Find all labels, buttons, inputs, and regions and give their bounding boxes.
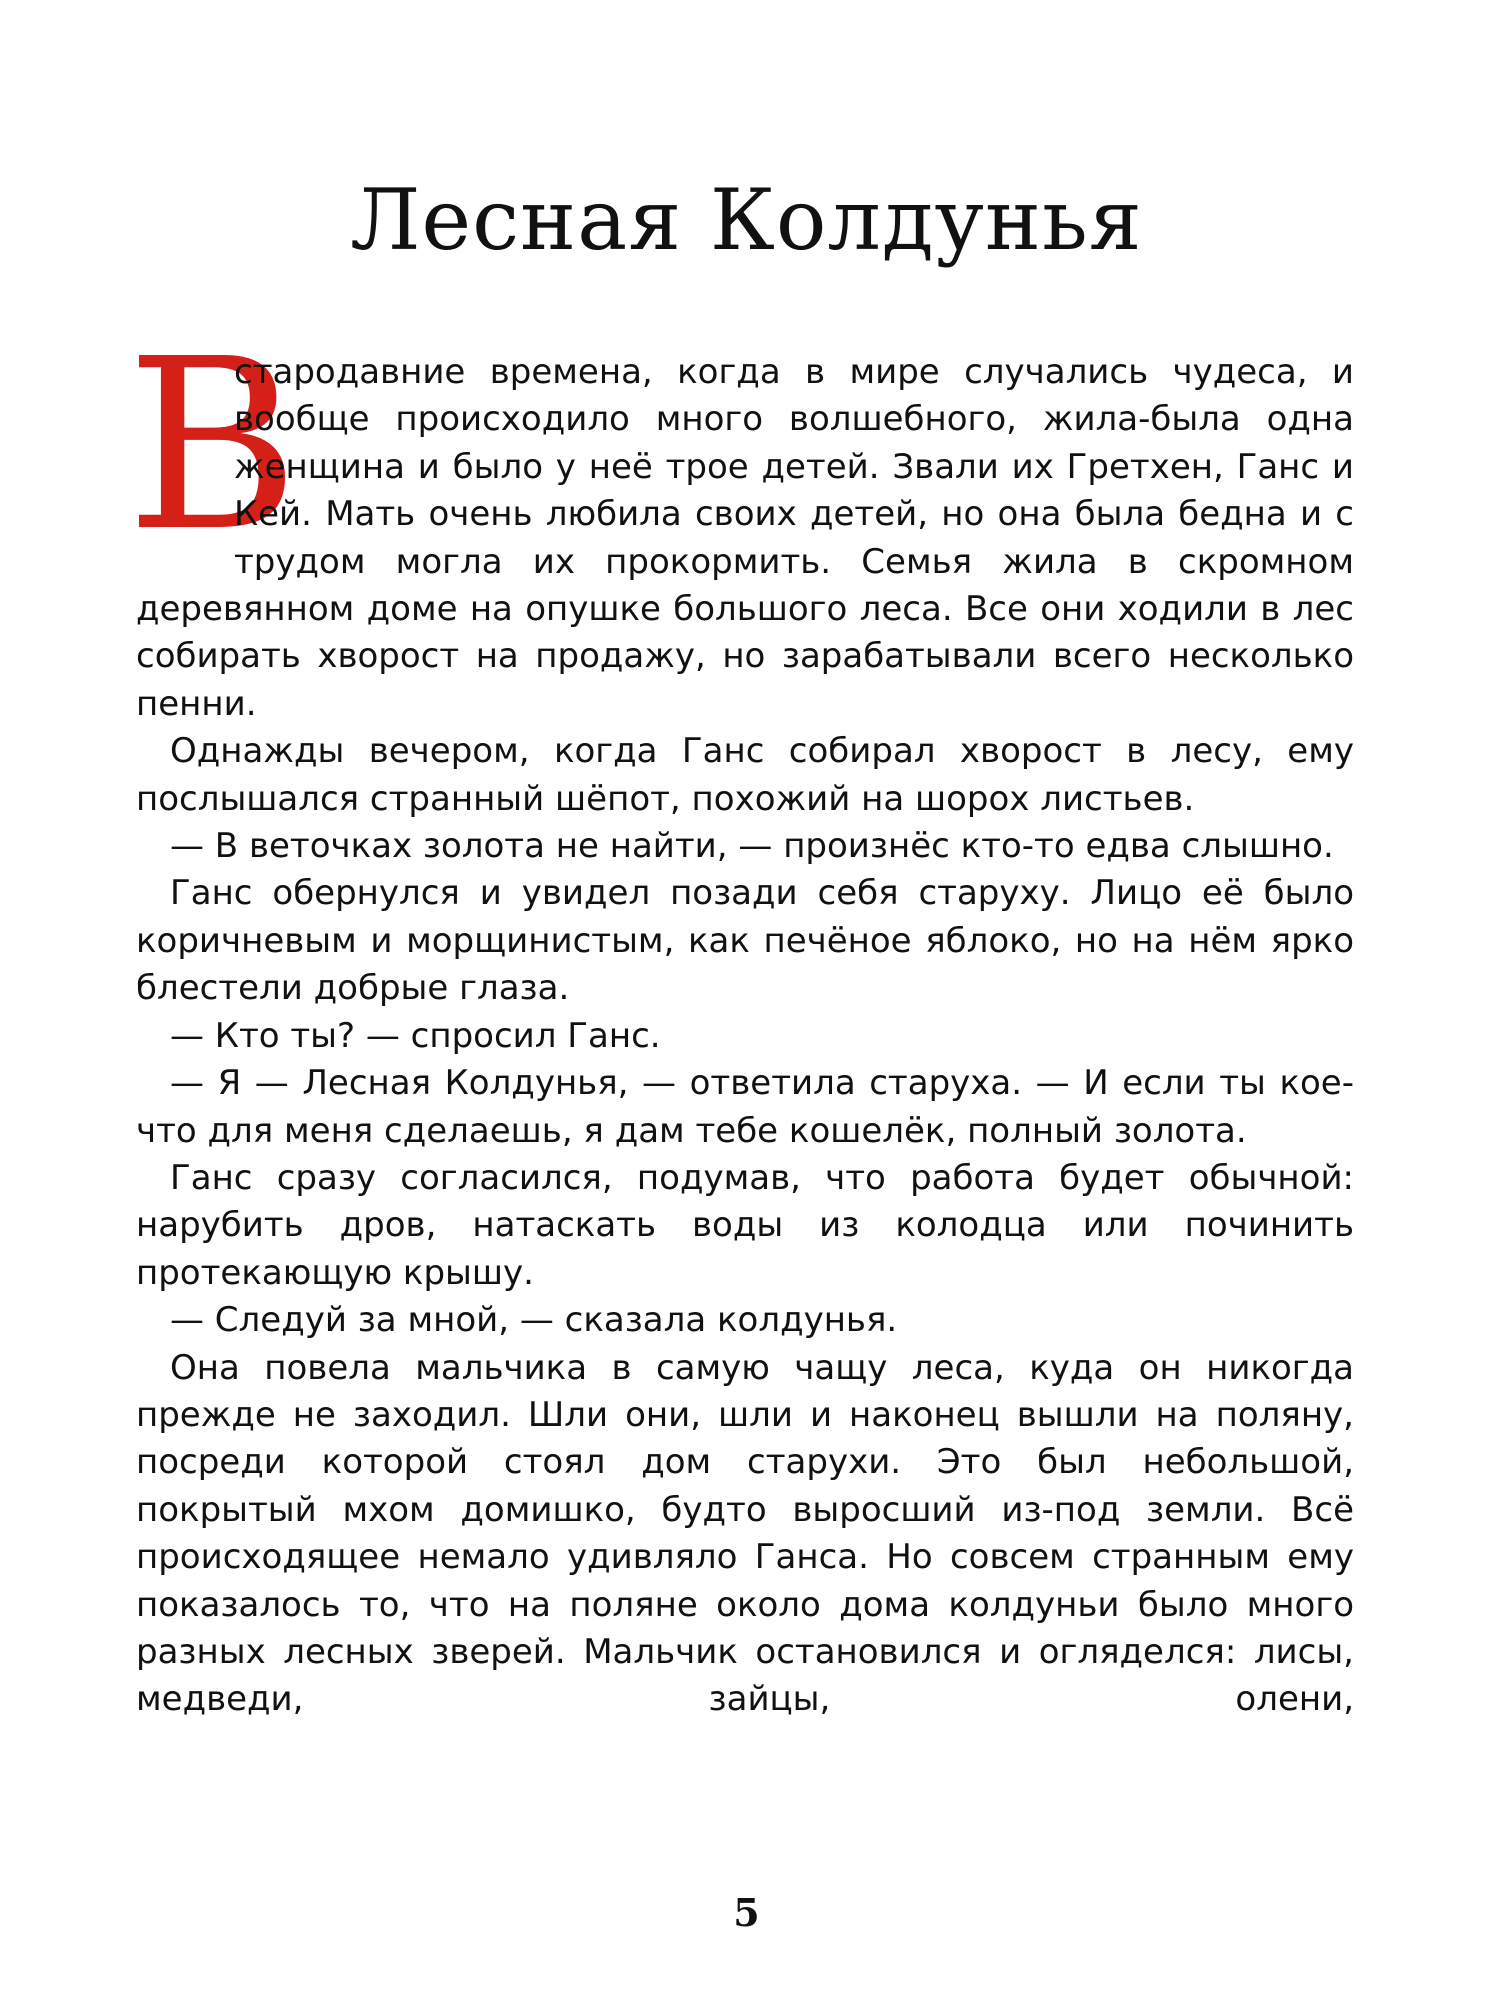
page-number: 5 [733, 1890, 760, 1935]
paragraph-5: — Кто ты? — спросил Ганс. [170, 1015, 661, 1056]
paragraph-3: — В веточках золота не найти, — произнёс кто-то едва слышно. [170, 826, 1334, 867]
paragraph-2: Однажды вечером, когда Ганс собирал хворост в лесу, ему послышался странный шёпот, похожий на шорох листьев. [136, 731, 1354, 819]
paragraph-8: — Следуй за мной, — сказала колдунья. [170, 1300, 898, 1341]
drop-cap-letter: В [126, 308, 300, 583]
paragraph-1-text: стародавние времена, когда в мире случались чудеса, и вообще происходило много волшебного, жила-была одна женщина и было у неё трое детей. Звали их Гретхен, Ганс и Кей. Мать очень любила своих детей, но она была бедна и с трудом могла их прокормить. Семья жила в скромном деревянном доме на опушке большого леса. Все они ходили в лес собирать хворост на продажу, но зарабатывали всего несколько пенни. [136, 352, 1354, 724]
paragraph-6: — Я — Лесная Колдунья, — ответила старуха. — И если ты кое-что для меня сделаешь, я дам тебе кошелёк, полный золота. [136, 1063, 1354, 1151]
chapter-title: Лесная Колдунья [350, 171, 1143, 269]
paragraph-7: Ганс сразу согласился, подумав, что работа будет обычной: нарубить дров, натаскать воды из колодца или починить протекающую крышу. [136, 1157, 1354, 1293]
paragraph-9: Она повела мальчика в самую чащу леса, куда он никогда прежде не заходил. Шли они, шли и наконец вышли на поляну, посреди которой стоял дом старухи. Это был небольшой, покрытый мхом домишко, будто выросший из-под земли. Всё происходящее немало удивляло Ганса. Но совсем странным ему показалось то, что на поляне около дома колдуньи было много разных лесных зверей. Мальчик остановился и огляделся: лисы, медведи, зайцы, олени, [136, 1347, 1354, 1720]
paragraph-4: Ганс обернулся и увидел позади себя старуху. Лицо её было коричневым и морщинистым, как печёное яблоко, но на нём ярко блестели добрые глаза. [136, 873, 1354, 1009]
story-text [126, 308, 1354, 1724]
paragraph-1 [126, 308, 1354, 728]
